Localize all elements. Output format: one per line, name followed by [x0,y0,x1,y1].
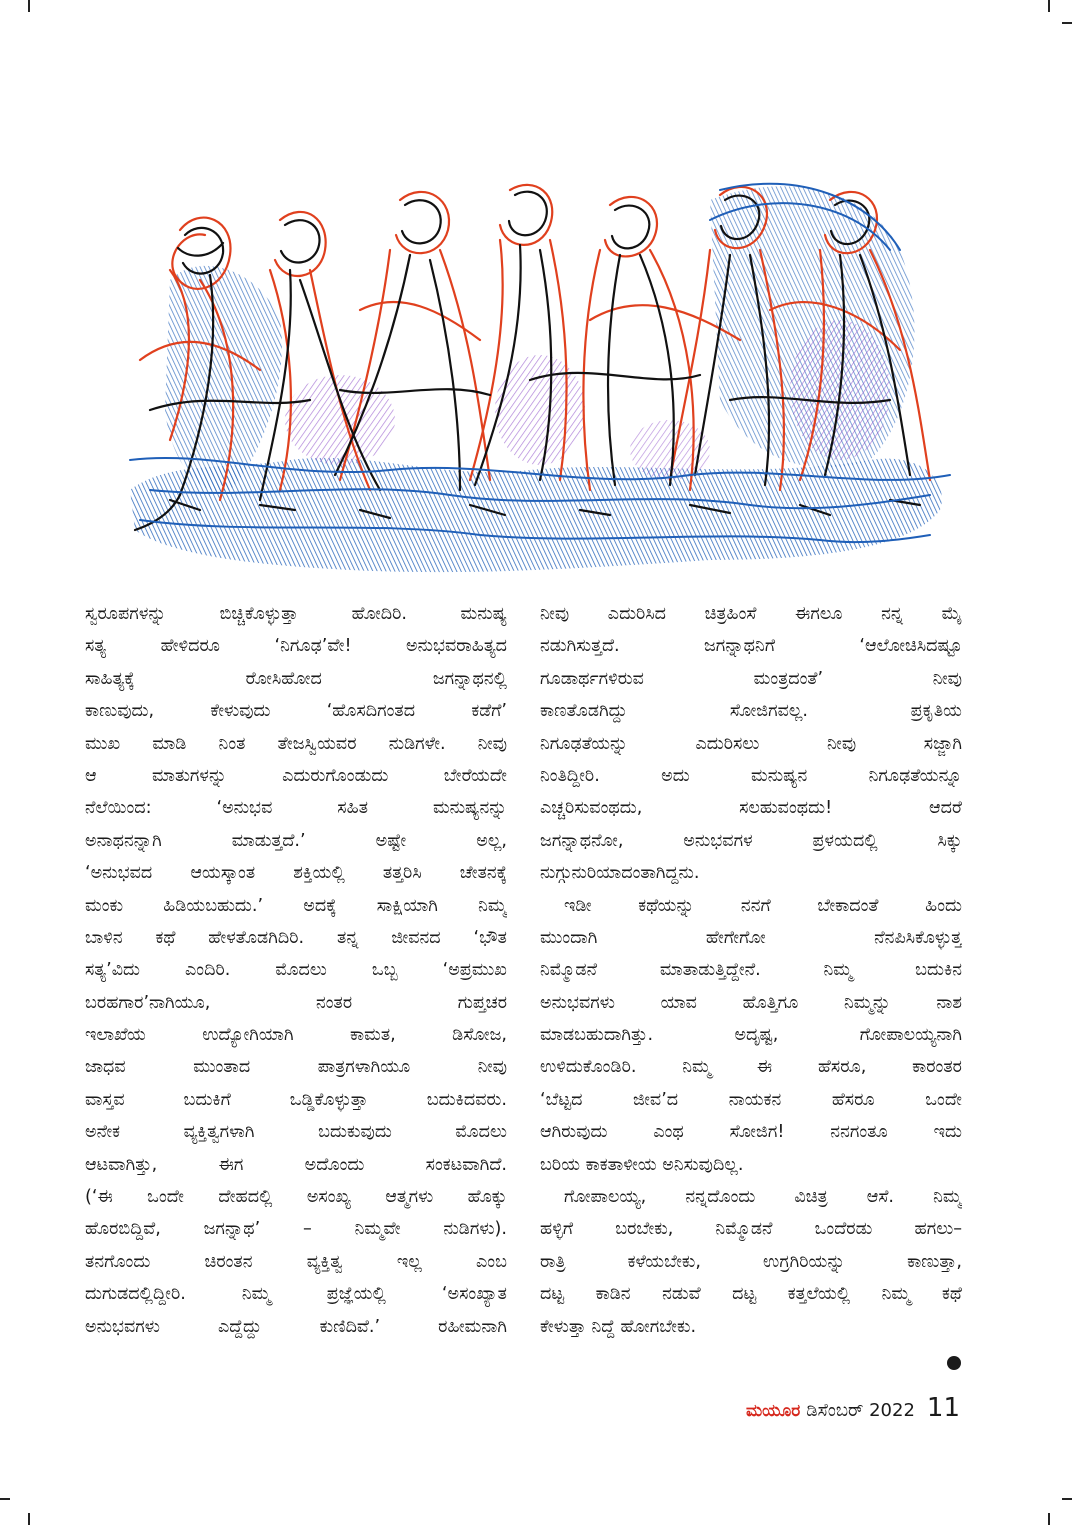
text-line: ಹಳ್ಳಿಗೆ ಬರಬೇಕು, ನಿಮ್ಮೊಡನೆ ಒಂದೆರಡು ಹಗಲು– [540,1219,962,1240]
text-line: ಆಗಿರುವುದು ಎಂಥ ಸೋಜಿಗ! ನನಗಂತೂ ಇದು [540,1122,962,1143]
text-line: ನೀವು ಎದುರಿಸಿದ ಚಿತ್ರಹಿಂಸೆ ಈಗಲೂ ನನ್ನ ಮೈ [540,604,962,624]
text-line: ಅನುಭವಗಳು ಯಾವ ಹೊತ್ತಿಗೂ ನಿಮ್ಮನ್ನು ನಾಶ [540,992,962,1013]
text-line: ಗೂಡಾರ್ಥಗಳಿರುವ ಮಂತ್ರದಂತೆ’ ನೀವು [540,668,962,689]
text-line: ದಟ್ಟ ಕಾಡಿನ ನಡುವೆ ದಟ್ಟ ಕತ್ತಲೆಯಲ್ಲಿ ನಿಮ್ಮ ಕಥೆ [540,1284,962,1305]
text-line: ‘ಬೆಟ್ಟದ ಜೀವ’ದ ನಾಯಕನ ಹೆಸರೂ ಒಂದೇ [540,1089,962,1110]
text-line: ಇಲಾಖೆಯ ಉದ್ಯೋಗಿಯಾಗಿ ಕಾಮತ, ಡಿಸೋಜ, [85,1025,507,1046]
text-line: ಹೊರಬಿದ್ದಿವೆ, ಜಗನ್ನಾಥ’ – ನಿಮ್ಮವೇ ನುಡಿಗಳು). [85,1219,507,1240]
text-line: ಉಳಿದುಕೊಂಡಿರಿ. ನಿಮ್ಮ ಈ ಹೆಸರೂ, ಕಾರಂತರ [540,1057,962,1078]
text-line: (‘ಈ ಒಂದೇ ದೇಹದಲ್ಲಿ ಅಸಂಖ್ಯ ಆತ್ಮಗಳು ಹೊಕ್ಕು [85,1187,507,1208]
issue-date: ಡಿಸೆಂಬರ್ 2022 [806,1400,915,1421]
text-line: ಎಚ್ಚರಿಸುವಂಥದು, ಸಲಹುವಂಥದು! ಆದರೆ [540,798,962,819]
text-line: ರಾತ್ರಿ ಕಳೆಯಬೇಕು, ಉಗ್ರಗಿರಿಯನ್ನು ಕಾಣುತ್ತಾ, [540,1251,962,1272]
text-line: ಬರಿಯ ಕಾಕತಾಳೀಯ ಅನಿಸುವುದಿಲ್ಲ. [540,1154,744,1175]
text-line: ಆಟವಾಗಿತ್ತು, ಈಗ ಅದೊಂದು ಸಂಕಟವಾಗಿದೆ. [85,1154,507,1175]
crowd-illustration [110,160,962,585]
text-line: ನಡುಗಿಸುತ್ತದೆ. ಜಗನ್ನಾಥನಿಗೆ ‘ಆಲೋಚಿಸಿದಷ್ಟೂ [540,636,962,657]
text-line: ಕಾಣತೊಡಗಿದ್ದು ಸೋಜಿಗವಲ್ಲ. ಪ್ರಕೃತಿಯ [540,701,962,722]
crop-mark [0,1498,10,1500]
text-line: ಅನೇಕ ವ್ಯಕ್ತಿತ್ವಗಳಾಗಿ ಬದುಕುವುದು ಮೊದಲು [85,1122,507,1143]
magazine-brand: ಮಯೂರ [746,1401,801,1421]
text-line: ಬಾಳಿನ ಕಥೆ ಹೇಳತೊಡಗಿದಿರಿ. ತನ್ನ ಜೀವನದ ‘ಭೌತ [85,927,507,948]
crop-mark [1048,1513,1050,1525]
text-line: ಸತ್ಯ’ವಿದು ಎಂದಿರಿ. ಮೊದಲು ಒಬ್ಬ ‘ಅಪ್ರಮುಖ [85,960,507,981]
text-line: ಸ್ವರೂಪಗಳನ್ನು ಬಿಚ್ಚಿಕೊಳ್ಳುತ್ತಾ ಹೋದಿರಿ. ಮನುಷ್ಯ [85,604,507,624]
text-line: ಕೇಳುತ್ತಾ ನಿದ್ದೆ ಹೋಗಬೇಕು. [540,1316,697,1337]
text-line: ನುಗ್ಗುನುರಿಯಾದಂತಾಗಿದ್ದನು. [540,863,700,884]
text-line: ತನಗೊಂದು ಚಿರಂತನ ವ್ಯಕ್ತಿತ್ವ ಇಲ್ಲ ಎಂಬ [85,1251,507,1272]
text-line: ಸಾಹಿತ್ಯಕ್ಕೆ ರೋಸಿಹೋದ ಜಗನ್ನಾಥನಲ್ಲಿ [85,668,507,689]
text-line: ನಿಮ್ಮೊಡನೆ ಮಾತಾಡುತ್ತಿದ್ದೇನೆ. ನಿಮ್ಮ ಬದುಕಿನ [540,960,962,981]
text-line: ಮಾಡಬಹುದಾಗಿತ್ತು. ಅದೃಷ್ಟ, ಗೋಪಾಲಯ್ಯನಾಗಿ [540,1025,962,1046]
text-line: ವಾಸ್ತವ ಬದುಕಿಗೆ ಒಡ್ಡಿಕೊಳ್ಳುತ್ತಾ ಬದುಕಿದವರು. [85,1089,507,1110]
text-line: ಇಡೀ ಕಥೆಯನ್ನು ನನಗೆ ಬೇಕಾದಂತೆ ಹಿಂದು [564,895,962,916]
text-line: ನೆಲೆಯಿಂದ: ‘ಅನುಭವ ಸಹಿತ ಮನುಷ್ಯನನ್ನು [85,798,507,819]
text-line: ಗೋಪಾಲಯ್ಯ, ನನ್ನದೊಂದು ವಿಚಿತ್ರ ಆಸೆ. ನಿಮ್ಮ [564,1187,962,1208]
text-line: ಸತ್ಯ ಹೇಳಿದರೂ ‘ನಿಗೂಢ’ವೇ! ಅನುಭವರಾಹಿತ್ಯದ [85,636,507,657]
text-line: ಕಾಣುವುದು, ಕೇಳುವುದು ‘ಹೊಸದಿಗಂತದ ಕಡೆಗೆ’ [85,701,507,722]
crop-mark [1048,0,1050,12]
article-column-left [85,598,507,1343]
end-of-article-bullet-icon [947,1356,961,1370]
crop-mark [28,1513,30,1525]
text-line: ದುಗುಡದಲ್ಲಿದ್ದೀರಿ. ನಿಮ್ಮ ಪ್ರಜ್ಞೆಯಲ್ಲಿ ‘ಅಸಂಖ್ಯಾತ [85,1284,507,1305]
text-line: ಮುಂದಾಗಿ ಹೇಗೇಗೋ ನೆನಪಿಸಿಕೊಳ್ಳುತ್ತ [540,927,962,948]
text-line: ಜಗನ್ನಾಥನೋ, ಅನುಭವಗಳ ಪ್ರಳಯದಲ್ಲಿ ಸಿಕ್ಕು [540,830,962,851]
text-line: ನಿಗೂಢತೆಯನ್ನು ಎದುರಿಸಲು ನೀವು ಸಜ್ಜಾಗಿ [540,733,962,754]
text-line: ಮಂಕು ಹಿಡಿಯಬಹುದು.’ ಅದಕ್ಕೆ ಸಾಕ್ಷಿಯಾಗಿ ನಿಮ್ಮ [85,895,507,916]
text-line: ಬರಹಗಾರ’ನಾಗಿಯೂ, ನಂತರ ಗುಪ್ತಚರ [85,992,507,1013]
text-line: ನಿಂತಿದ್ದೀರಿ. ಅದು ಮನುಷ್ಯನ ನಿಗೂಢತೆಯನ್ನೂ [540,765,962,786]
text-line: ಅನಾಥನನ್ನಾಗಿ ಮಾಡುತ್ತದೆ.’ ಅಷ್ಟೇ ಅಲ್ಲ, [85,830,507,851]
text-line: ಆ ಮಾತುಗಳನ್ನು ಎದುರುಗೊಂಡುದು ಬೇರೆಯದೇ [85,765,507,786]
text-line: ಮುಖ ಮಾಡಿ ನಿಂತ ತೇಜಸ್ವಿಯವರ ನುಡಿಗಳೇ. ನೀವು [85,733,507,754]
page-number: 11 [926,1393,960,1423]
page-footer [746,1393,960,1427]
article-column-right [540,598,962,1343]
crop-mark [1062,22,1072,24]
text-line: ‘ಅನುಭವದ ಆಯಸ್ಕಾಂತ ಶಕ್ತಿಯಲ್ಲಿ ತತ್ತರಿಸಿ ಚೇತನಕ್ಕೆ [85,863,507,884]
text-line: ಜಾಧವ ಮುಂತಾದ ಪಾತ್ರಗಳಾಗಿಯೂ ನೀವು [85,1057,507,1078]
crop-mark [1062,1498,1072,1500]
crop-mark [28,0,30,12]
text-line: ಅನುಭವಗಳು ಎದ್ದೆದ್ದು ಕುಣಿದಿವೆ.’ ರಹೀಮನಾಗಿ [85,1316,507,1337]
